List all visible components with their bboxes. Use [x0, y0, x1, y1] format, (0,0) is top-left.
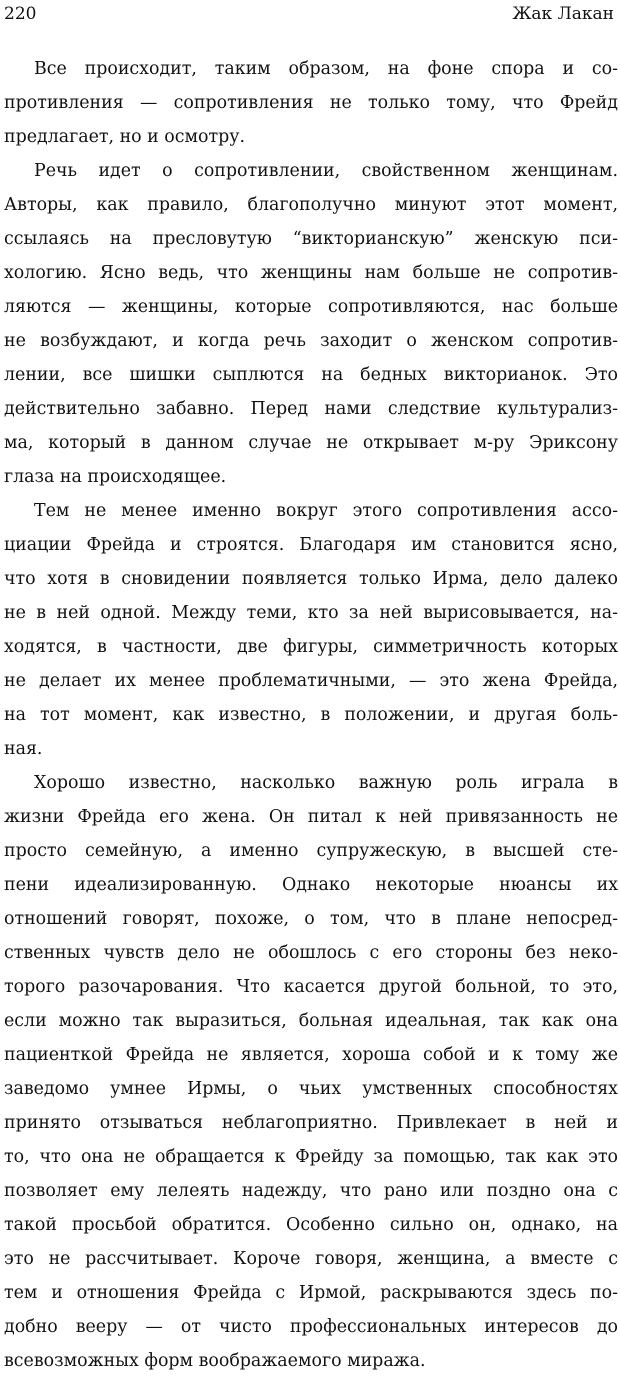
text-line: Все происходит, таким образом, на фоне спора и со-	[34, 59, 618, 79]
text-line: что хотя в сновидении появляется только Ирма, дело далеко	[4, 569, 618, 589]
text-line: Речь идет о сопротивлении, свойственном женщинам.	[34, 161, 618, 181]
text-line: противления — сопротивления не только тому, что Фрейд	[4, 93, 618, 113]
text-line: действительно забавно. Перед нами следствие культурализ-	[4, 399, 618, 419]
text-line: предлагает, но и осмотру.	[4, 127, 246, 147]
text-line: хологию. Ясно ведь, что женщины нам больше не сопротив-	[4, 263, 618, 283]
text-line: пени идеализированную. Однако некоторые нюансы их	[4, 875, 618, 895]
text-line: такой просьбой обратится. Особенно сильно он, однако, на	[4, 1215, 618, 1235]
page-number: 220	[4, 4, 37, 24]
text-line: ственных чувств дело не обошлось с его стороны без неко-	[4, 943, 618, 963]
text-line: позволяет ему лелеять надежду, что рано или поздно она с	[4, 1181, 618, 1201]
text-line: если можно так выразиться, больная идеальная, так как она	[4, 1011, 618, 1031]
text-line: циации Фрейда и строятся. Благодаря им становится ясно,	[4, 535, 618, 555]
text-line: не возбуждают, и когда речь заходит о женском сопротив-	[4, 331, 618, 351]
running-title: Жак Лакан	[512, 4, 614, 24]
text-line: жизни Фрейда его жена. Он питал к ней привязанность не	[4, 807, 618, 827]
text-line: ссылаясь на пресловутую “викторианскую” женскую пси-	[4, 229, 618, 249]
text-line: ляются — женщины, которые сопротивляются, нас больше	[4, 297, 618, 317]
text-line: не в ней одной. Между теми, кто за ней вырисовывается, на-	[4, 603, 618, 623]
text-line: то, что она не обращается к Фрейду за помощью, так как это	[4, 1147, 618, 1167]
text-line: заведомо умнее Ирмы, о чьих умственных способностях	[4, 1079, 618, 1099]
text-line: торого разочарования. Что касается другой больной, то это,	[4, 977, 618, 997]
text-line: ная.	[4, 739, 43, 759]
text-line: на тот момент, как известно, в положении, и другая боль-	[4, 705, 618, 725]
text-line: отношений говорят, похоже, о том, что в плане непосред-	[4, 909, 618, 929]
text-line: это не рассчитывает. Короче говоря, женщина, а вместе с	[4, 1249, 618, 1269]
text-line: Хорошо известно, насколько важную роль играла в	[34, 773, 618, 793]
text-line: не делает их менее проблематичными, — это жена Фрейда,	[4, 671, 618, 691]
text-line: просто семейную, а именно супружескую, в высшей сте-	[4, 841, 618, 861]
text-line: тем и отношения Фрейда с Ирмой, раскрываются здесь по-	[4, 1283, 618, 1303]
text-line: добно вееру — от чисто профессиональных интересов до	[4, 1317, 618, 1337]
text-line: всевозможных форм воображаемого миража.	[4, 1351, 426, 1371]
running-header	[4, 4, 614, 32]
text-line: лении, все шишки сыплются на бедных викторианок. Это	[4, 365, 618, 385]
text-line: Авторы, как правило, благополучно минуют этот момент,	[4, 195, 618, 215]
text-line: глаза на происходящее.	[4, 467, 227, 487]
text-line: ходятся, в частности, две фигуры, симметричность которых	[4, 637, 618, 657]
text-line: ма, который в данном случае не открывает м-ру Эриксону	[4, 433, 618, 453]
body-text	[4, 52, 618, 1378]
text-line: пациенткой Фрейда не является, хороша собой и к тому же	[4, 1045, 618, 1065]
text-line: Тем не менее именно вокруг этого сопротивления ассо-	[34, 501, 618, 521]
text-line: принято отзываться неблагоприятно. Привлекает в ней и	[4, 1113, 618, 1133]
